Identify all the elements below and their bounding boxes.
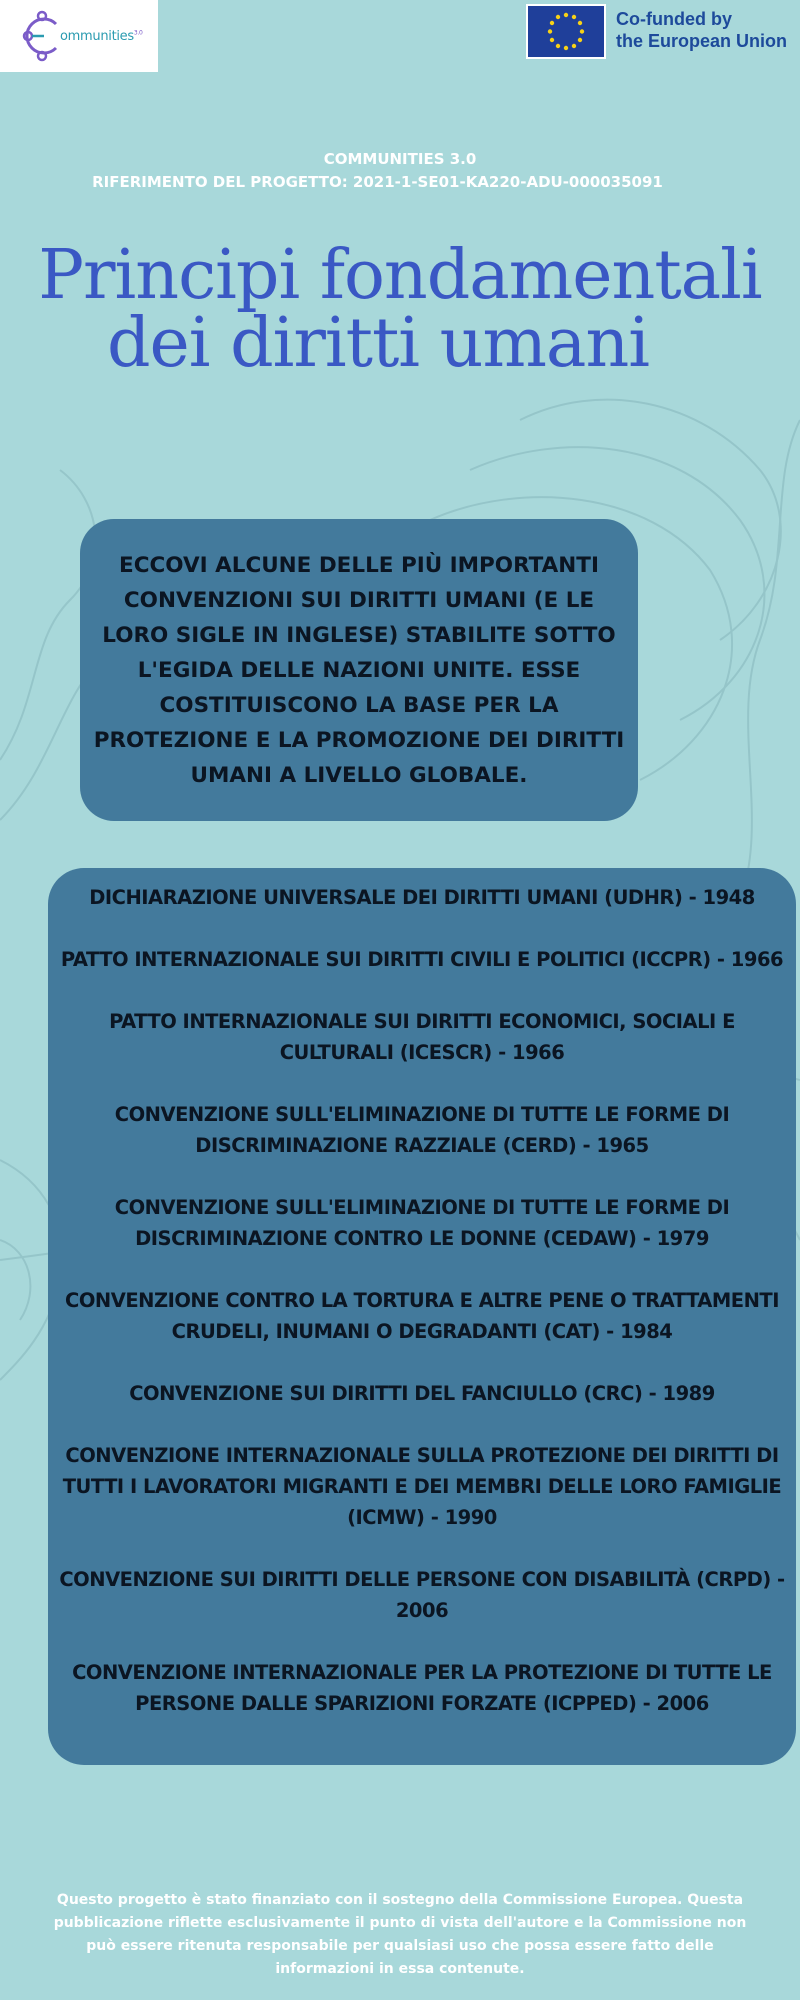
convention-item: PATTO INTERNAZIONALE SUI DIRITTI ECONOMICI, SOCIALI E CULTURALI (ICESCR) - 1966 <box>109 1010 735 1064</box>
intro-text: ECCOVI ALCUNE DELLE PIÙ IMPORTANTI CONVENZIONI SUI DIRITTI UMANI (E LE LORO SIGLE IN INGLESE) STABILITE SOTTO L'EGIDA DELLE NAZIONI UNITE. ESSE COSTITUISCONO LA BASE PER LA PROTEZIONE E LA PROMOZIONE DEI DIRITTI UMANI A LIVELLO GLOBALE. <box>93 552 625 788</box>
eu-line-2: the European Union <box>616 31 787 51</box>
eu-cofunded-label <box>616 8 796 52</box>
convention-item: CONVENZIONE CONTRO LA TORTURA E ALTRE PENE O TRATTAMENTI CRUDELI, INUMANI O DEGRADANTI (CAT) - 1984 <box>65 1289 779 1343</box>
conventions-panel <box>48 868 796 1765</box>
title-line-2: dei diritti umani <box>106 304 650 383</box>
footer-disclaimer: Questo progetto è stato finanziato con il sostegno della Commissione Europea. Questa pubblicazione riflette esclusivamente il punto di vista dell'autore e la Commissione non può essere ritenuta responsabile per qualsiasi uso che possa essere fatto delle informazioni in essa contenute. <box>53 1892 747 1977</box>
convention-item: CONVENZIONE SUI DIRITTI DELLE PERSONE CON DISABILITÀ (CRPD) - 2006 <box>59 1568 785 1622</box>
communities-logo-icon <box>22 10 62 62</box>
convention-item: CONVENZIONE INTERNAZIONALE PER LA PROTEZIONE DI TUTTE LE PERSONE DALLE SPARIZIONI FORZATE (ICPPED) - 2006 <box>72 1661 772 1715</box>
convention-item: CONVENZIONE SUI DIRITTI DEL FANCIULLO (CRC) - 1989 <box>129 1382 715 1405</box>
project-name: COMMUNITIES 3.0 <box>323 150 477 168</box>
convention-item: CONVENZIONE SULL'ELIMINAZIONE DI TUTTE LE FORME DI DISCRIMINAZIONE CONTRO LE DONNE (CEDAW) - 1979 <box>114 1196 730 1250</box>
eu-flag-icon <box>526 4 606 59</box>
convention-item: CONVENZIONE SULL'ELIMINAZIONE DI TUTTE LE FORME DI DISCRIMINAZIONE RAZZIALE (CERD) - 1965 <box>114 1103 730 1157</box>
project-reference: RIFERIMENTO DEL PROGETTO: 2021-1-SE01-KA220-ADU-000035091 <box>92 173 663 191</box>
logo-wordmark: ommunities$^{3.0}$ <box>60 28 143 44</box>
eu-line-1: Co-funded by <box>616 9 732 29</box>
communities-logo <box>0 0 158 72</box>
page-title <box>0 236 800 383</box>
convention-item: CONVENZIONE INTERNAZIONALE SULLA PROTEZIONE DEI DIRITTI DI TUTTI I LAVORATORI MIGRANTI E DEI MEMBRI DELLE LORO FAMIGLIE (ICMW) - 1990 <box>62 1444 782 1529</box>
convention-item: DICHIARAZIONE UNIVERSALE DEI DIRITTI UMANI (UDHR) - 1948 <box>89 886 755 909</box>
convention-item: PATTO INTERNAZIONALE SUI DIRITTI CIVILI E POLITICI (ICCPR) - 1966 <box>60 948 784 971</box>
intro-panel <box>80 519 638 821</box>
project-info <box>0 148 800 194</box>
title-line-1: Principi fondamentali <box>38 236 762 315</box>
